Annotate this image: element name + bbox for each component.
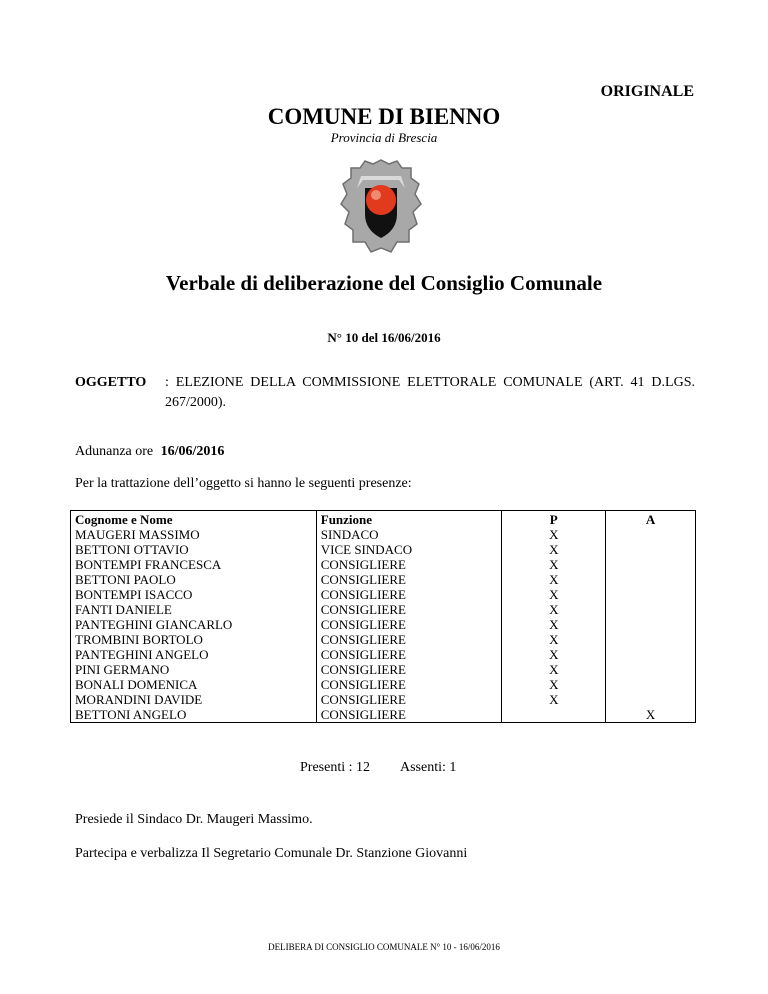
cell-name: BETTONI OTTAVIO <box>71 542 317 557</box>
cell-name: BONTEMPI ISACCO <box>71 587 317 602</box>
cell-function: CONSIGLIERE <box>316 617 502 632</box>
deliberation-number: N° 10 del 16/06/2016 <box>327 330 441 345</box>
cell-name: TROMBINI BORTOLO <box>71 632 317 647</box>
cell-absent: X <box>606 707 696 723</box>
table-row <box>71 587 696 602</box>
cell-function: CONSIGLIERE <box>316 662 502 677</box>
attendance-table <box>70 510 696 723</box>
cell-present: X <box>502 557 606 572</box>
table-header-row <box>71 511 696 528</box>
table-row <box>71 557 696 572</box>
cell-present: X <box>502 662 606 677</box>
cell-present: X <box>502 572 606 587</box>
subject-text: : ELEZIONE DELLA COMMISSIONE ELETTORALE COMUNALE (ART. 41 D.LGS. 267/2000). <box>165 375 695 410</box>
cell-function: CONSIGLIERE <box>316 587 502 602</box>
secretary-statement: Partecipa e verbalizza Il Segretario Comunale Dr. Stanzione Giovanni <box>75 846 468 861</box>
municipal-crest-icon <box>339 158 423 258</box>
cell-present: X <box>502 692 606 707</box>
municipality-name: COMUNE DI BIENNO <box>267 104 501 129</box>
column-header-present: P <box>502 511 606 528</box>
attendance-intro: Per la trattazione dell’oggetto si hanno le seguenti presenze: <box>75 476 412 491</box>
cell-absent <box>606 677 696 692</box>
cell-absent <box>606 572 696 587</box>
attendance-rows <box>71 527 696 723</box>
cell-present: X <box>502 677 606 692</box>
cell-function: CONSIGLIERE <box>316 647 502 662</box>
cell-name: BONALI DOMENICA <box>71 677 317 692</box>
crest-shield-orb <box>366 185 396 215</box>
table-row <box>71 647 696 662</box>
meeting-label: Adunanza ore <box>75 444 154 459</box>
page-title: Verbale di deliberazione del Consiglio Comunale <box>165 271 603 295</box>
cell-name: BONTEMPI FRANCESCA <box>71 557 317 572</box>
table-row <box>71 617 696 632</box>
page-footer: DELIBERA DI CONSIGLIO COMUNALE N° 10 - 16/06/2016 <box>268 942 500 952</box>
cell-absent <box>606 632 696 647</box>
table-row <box>71 662 696 677</box>
document-status: ORIGINALE <box>600 83 694 100</box>
meeting-time <box>75 444 224 460</box>
cell-present: X <box>502 632 606 647</box>
cell-name: BETTONI PAOLO <box>71 572 317 587</box>
cell-name: FANTI DANIELE <box>71 602 317 617</box>
cell-name: MORANDINI DAVIDE <box>71 692 317 707</box>
cell-present <box>502 707 606 723</box>
cell-absent <box>606 527 696 542</box>
cell-name: PANTEGHINI GIANCARLO <box>71 617 317 632</box>
province-name: Provincia di Brescia <box>330 130 438 145</box>
cell-absent <box>606 557 696 572</box>
cell-present: X <box>502 527 606 542</box>
table-row <box>71 677 696 692</box>
cell-absent <box>606 542 696 557</box>
cell-function: VICE SINDACO <box>316 542 502 557</box>
table-row <box>71 692 696 707</box>
table-row <box>71 572 696 587</box>
cell-name: BETTONI ANGELO <box>71 707 317 723</box>
table-row <box>71 542 696 557</box>
cell-name: PINI GERMANO <box>71 662 317 677</box>
cell-present: X <box>502 602 606 617</box>
cell-function: CONSIGLIERE <box>316 677 502 692</box>
cell-function: CONSIGLIERE <box>316 557 502 572</box>
column-header-name: Cognome e Nome <box>71 511 317 528</box>
absent-count: Assenti: 1 <box>400 760 457 775</box>
cell-function: CONSIGLIERE <box>316 692 502 707</box>
table-row <box>71 602 696 617</box>
column-header-function: Funzione <box>316 511 502 528</box>
cell-present: X <box>502 542 606 557</box>
cell-function: SINDACO <box>316 527 502 542</box>
cell-function: CONSIGLIERE <box>316 572 502 587</box>
table-row <box>71 632 696 647</box>
cell-function: CONSIGLIERE <box>316 707 502 723</box>
table-row <box>71 527 696 542</box>
cell-absent <box>606 617 696 632</box>
present-count: Presenti : 12 <box>300 760 370 775</box>
cell-absent <box>606 587 696 602</box>
cell-absent <box>606 647 696 662</box>
cell-present: X <box>502 617 606 632</box>
cell-present: X <box>502 587 606 602</box>
cell-present: X <box>502 647 606 662</box>
meeting-value: 16/06/2016 <box>160 444 225 459</box>
chair-statement: Presiede il Sindaco Dr. Maugeri Massimo. <box>75 812 313 827</box>
cell-name: MAUGERI MASSIMO <box>71 527 317 542</box>
subject-label: OGGETTO <box>75 375 147 390</box>
column-header-absent: A <box>606 511 696 528</box>
cell-absent <box>606 692 696 707</box>
table-row <box>71 707 696 723</box>
cell-absent <box>606 602 696 617</box>
cell-function: CONSIGLIERE <box>316 602 502 617</box>
cell-name: PANTEGHINI ANGELO <box>71 647 317 662</box>
cell-absent <box>606 662 696 677</box>
cell-function: CONSIGLIERE <box>316 632 502 647</box>
